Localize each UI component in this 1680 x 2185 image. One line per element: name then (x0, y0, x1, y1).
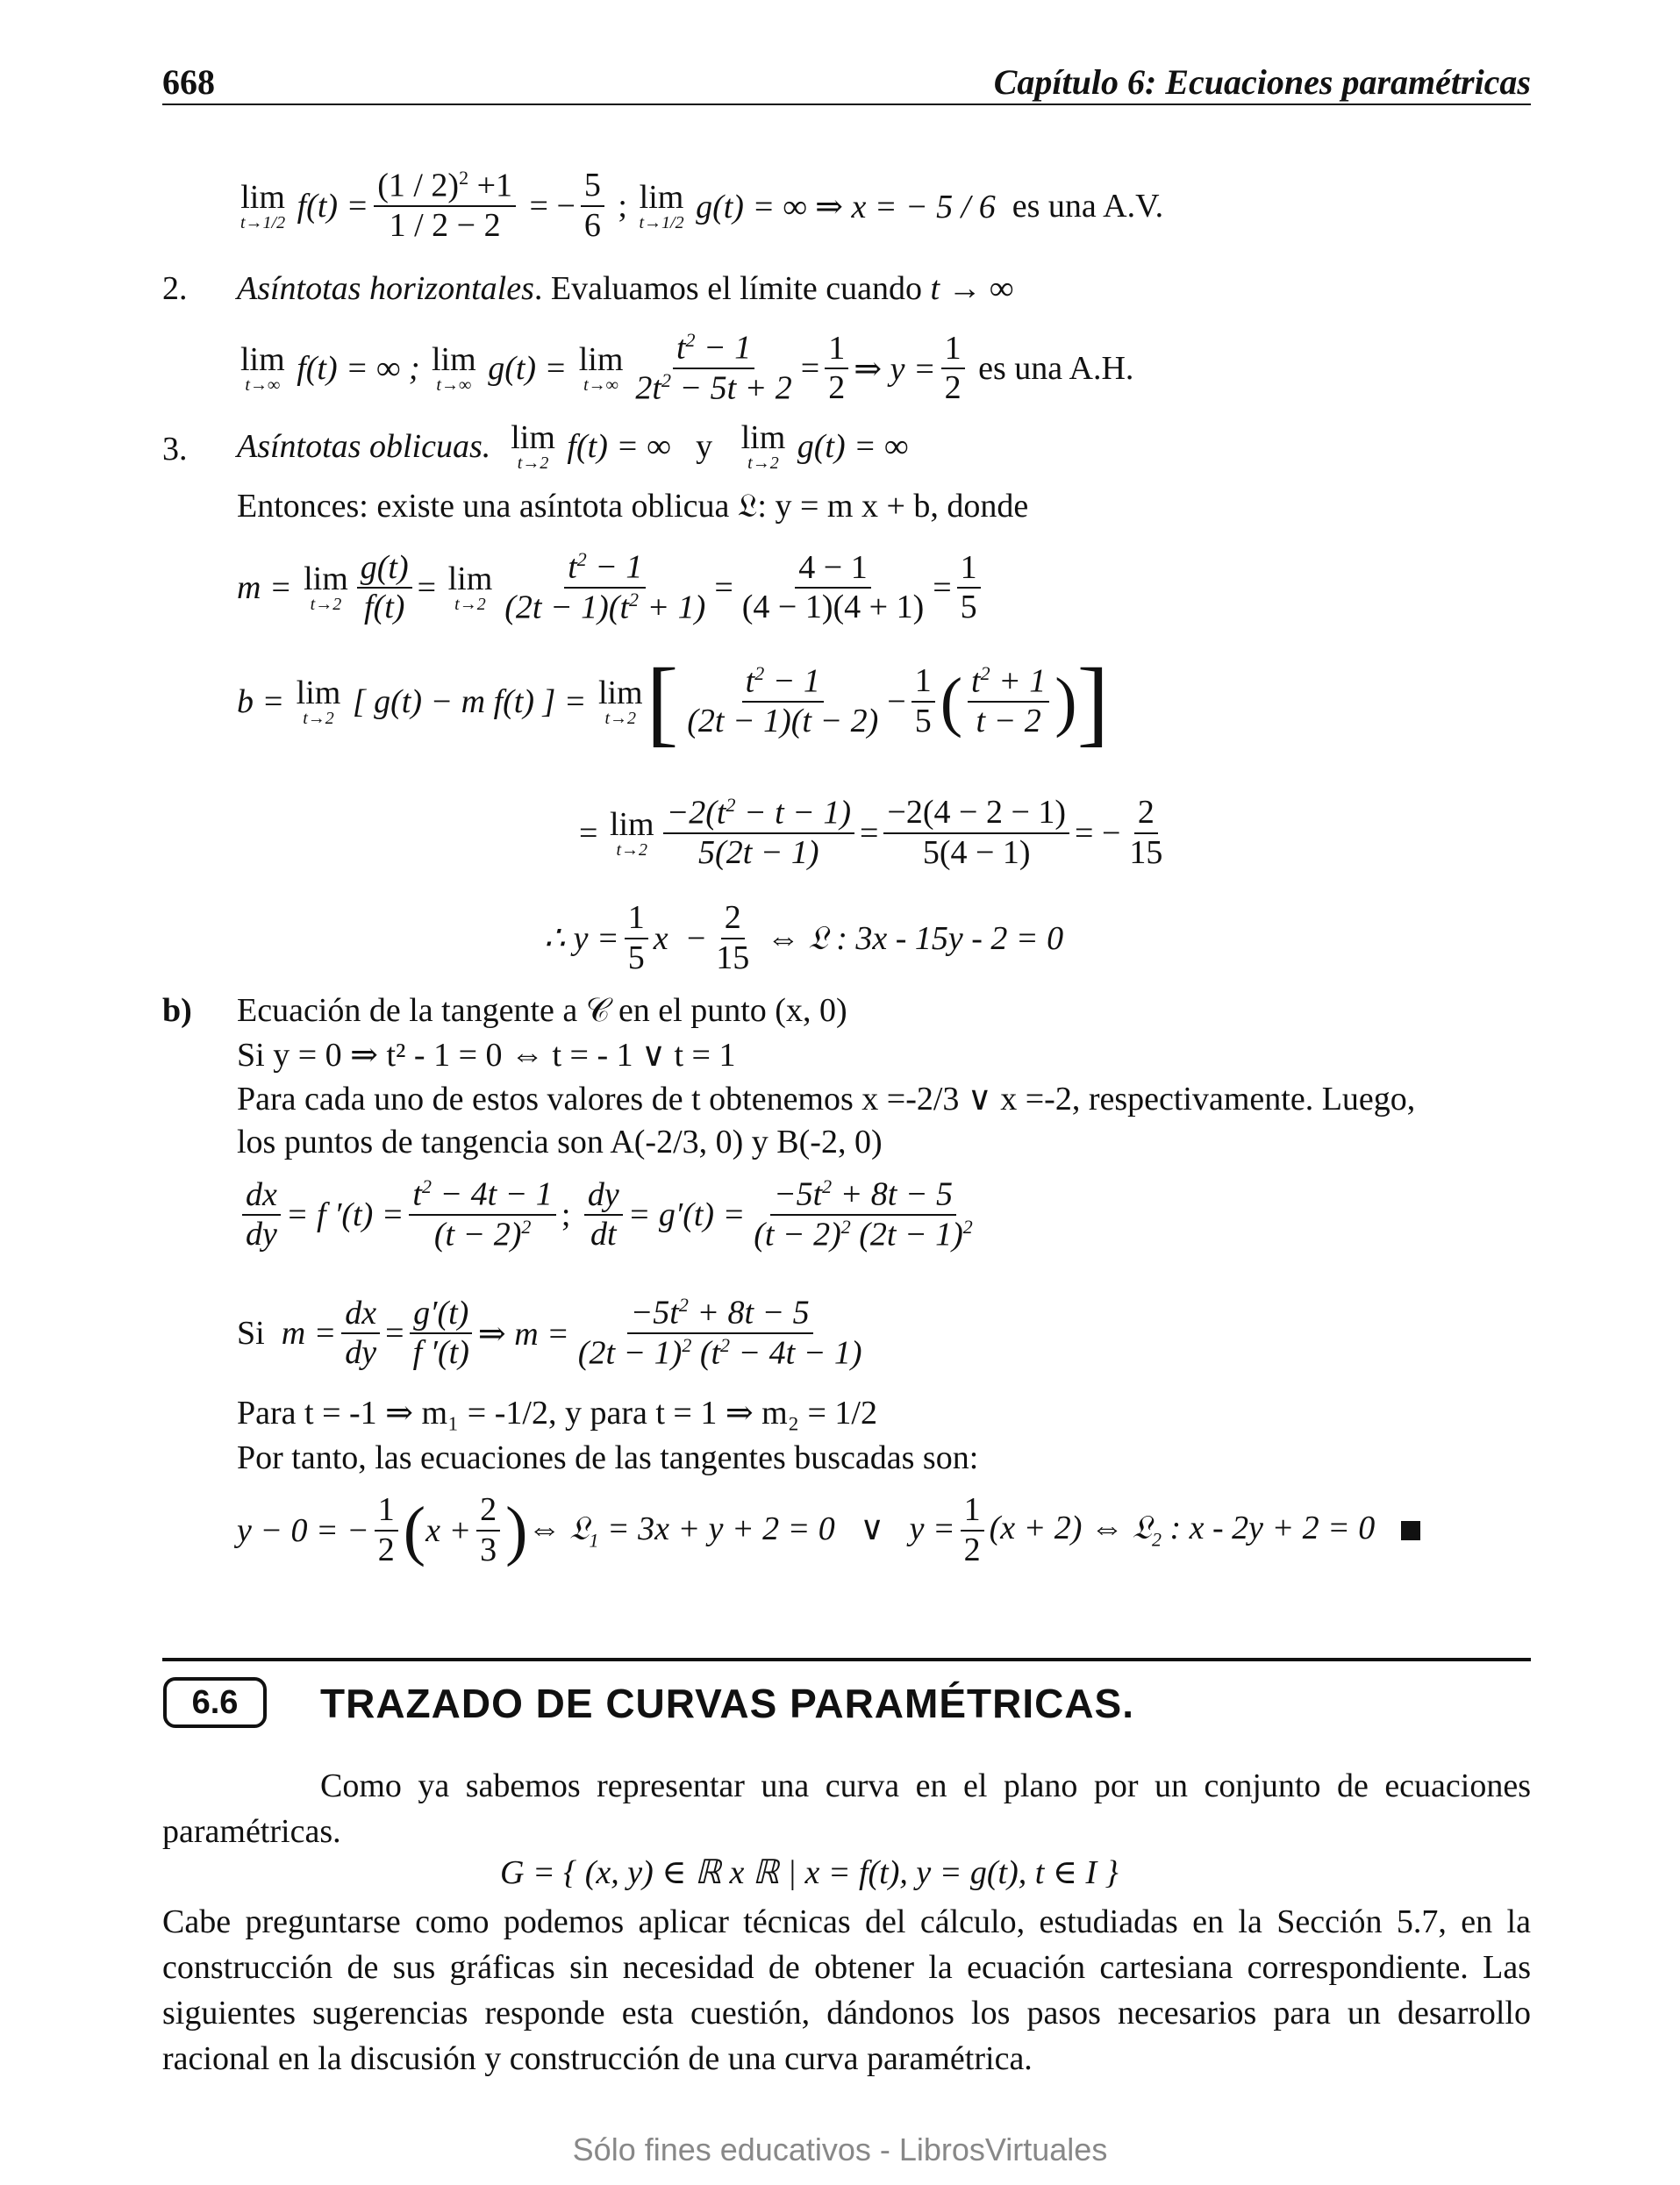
equation-tangent-slope: Si m = $\frac{dx}{dy}$ = $\frac{g'(t)}{f '(t)}$ ⇒ m = $\frac{-5t^2 + 8t - 5}{(2t - 1)^2 (t^2 - 4t - 1)}$ (237, 1294, 862, 1372)
si-label: Si (237, 1315, 265, 1353)
part-b-para-line: Para t = -1 ⇒ m₁ = -1/2, y para t = 1 ⇒ m₂ = 1/2 (237, 1395, 877, 1432)
item2-heading: Asíntotas horizontales (237, 270, 534, 307)
part-b-line1: Ecuación de la tangente a 𝒞 en el punto (x, 0) (237, 992, 847, 1029)
part-b-line4: los puntos de tangencia son A(-2/3, 0) y B(-2, 0) (237, 1124, 883, 1160)
footer-watermark: Sólo fines educativos - LibrosVirtuales (572, 2131, 1108, 2167)
item3-number: 3. (162, 431, 188, 468)
equation-intercept-b-cont: = lim t→2 $\frac{-2(t^2 - t - 1)}{5(2t - 1)}$ = $\frac{-2(4 - 2 - 1)}{5(4 - 1)}$ = − $\frac{2}{15}$ (579, 794, 1163, 872)
body-paragraph-1: Como ya sabemos representar una curva en el plano por un conjunto de ecuaciones paramétricas. (162, 1767, 1531, 1850)
header-rule (162, 104, 1531, 105)
part-b-line3: Para cada uno de estos valores de t obtenemos x =-2/3 ∨ x =-2, respectivamente. Luego, (237, 1081, 1416, 1117)
item2-number: 2. (162, 270, 188, 307)
item3-heading: Asíntotas oblicuas. (237, 428, 491, 465)
equation-intercept-b: b = lim t→2 [ g(t) − m f(t) ] = lim t→2 [ $\frac{t^2 - 1}{(2t - 1)(t - 2)}$ − $\frac{1}{5}$ ( $\frac{t^2 + 1}{t - 2}$ ) ] (237, 648, 1110, 755)
item2-text: . Evaluamos el límite cuando (533, 270, 923, 307)
item2-math: t → ∞ (930, 270, 1014, 307)
item3-conj: y (696, 428, 713, 465)
section-title: TRAZADO DE CURVAS PARAMÉTRICAS. (320, 1681, 1135, 1726)
equation-horizontal-asymptote: lim t→∞ f(t) = ∞ ; lim t→∞ g(t) = lim t→∞ $\frac{t^2 - 1}{2t^2 - 5t + 2}$ = $\frac{1}{2}$ ⇒ y = $\frac{1}{2}$ es una A.H. (240, 329, 1134, 407)
part-b-line2: Si y = 0 ⇒ t² - 1 = 0 ⇔ t = - 1 ∨ t = 1 (237, 1037, 736, 1074)
section-number-box (163, 1677, 267, 1728)
equation-tangent-lines: y − 0 = − $\frac{1}{2}$ ( x + $\frac{2}{3}$ ) ⇔ 𝔏$_1$ = 3x + y + 2 = 0 ∨ y = $\frac{1}{2}$ (x + 2) ⇔ 𝔏$_2$ : x - 2y + 2 = 0 (237, 1491, 1420, 1569)
equation-slope-m: m = lim t→2 $\frac{g(t)}{f(t)}$ = lim t→2 $\frac{t^2 - 1}{(2t - 1)(t^2 + 1)}$ = $\frac{4 - 1}{(4 - 1)(4 + 1)}$ = $\frac{1}{5}$ (237, 548, 986, 628)
item3-line: Asíntotas oblicuas. lim t→2 f(t) = ∞ y lim t→2 g(t) = ∞ (237, 419, 909, 473)
item3-line2: Entonces: existe una asíntota oblicua 𝔏: y = m x + b, donde (237, 488, 1029, 525)
page-number: 668 (162, 62, 215, 102)
section-rule (162, 1658, 1531, 1661)
ah-result: es una A.H. (978, 350, 1134, 388)
equation-derivatives: $\frac{dx}{dy}$ = f ′(t) = $\frac{t^2 - 4t - 1}{(t - 2)^2}$ ; $\frac{dy}{dt}$ = g′(t) = $\frac{-5t^2 + 8t - 5}{(t - 2)^2 (2t - 1)^2}$ (237, 1175, 982, 1255)
section-number: 6.6 (191, 1683, 239, 1721)
equation-vertical-asymptote: lim t→1/2 f(t) = $\frac{(1 / 2)^2 +1}{1 / 2 - 2}$ = − $\frac{5}{6}$ ; lim t→1/2 g(t) = ∞ ⇒ x = − 5 / 6 es una A.V. (240, 167, 1164, 245)
part-b-portanto: Por tanto, las ecuaciones de las tangentes buscadas son: (237, 1439, 979, 1476)
av-result: es una A.V. (1012, 188, 1164, 225)
item2-line (237, 269, 1013, 308)
body-paragraph-2: Cabe preguntarse como podemos aplicar técnicas del cálculo, estudiadas en la Sección 5.7, en la construcción de sus gráficas sin necesidad de obtener la ecuación cartesiana correspondiente. Las siguientes sugerencias responde esta cuestión, dándonos los pasos necesarios para un desarrollo racional en la discusión y construcción de una curva paramétrica. (162, 1903, 1531, 2077)
chapter-title: Capítulo 6: Ecuaciones paramétricas (993, 62, 1531, 102)
part-b-label: b) (162, 992, 192, 1029)
qed-mark (1401, 1521, 1420, 1540)
equation-oblique-asymptote: ∴ y = $\frac{1}{5}$ x − $\frac{2}{15}$ ⇔ 𝔏 : 3x - 15y - 2 = 0 (544, 899, 1064, 976)
set-definition: G = { (x, y) ∈ ℝ x ℝ | x = f(t), y = g(t), t ∈ I } (500, 1854, 1119, 1891)
